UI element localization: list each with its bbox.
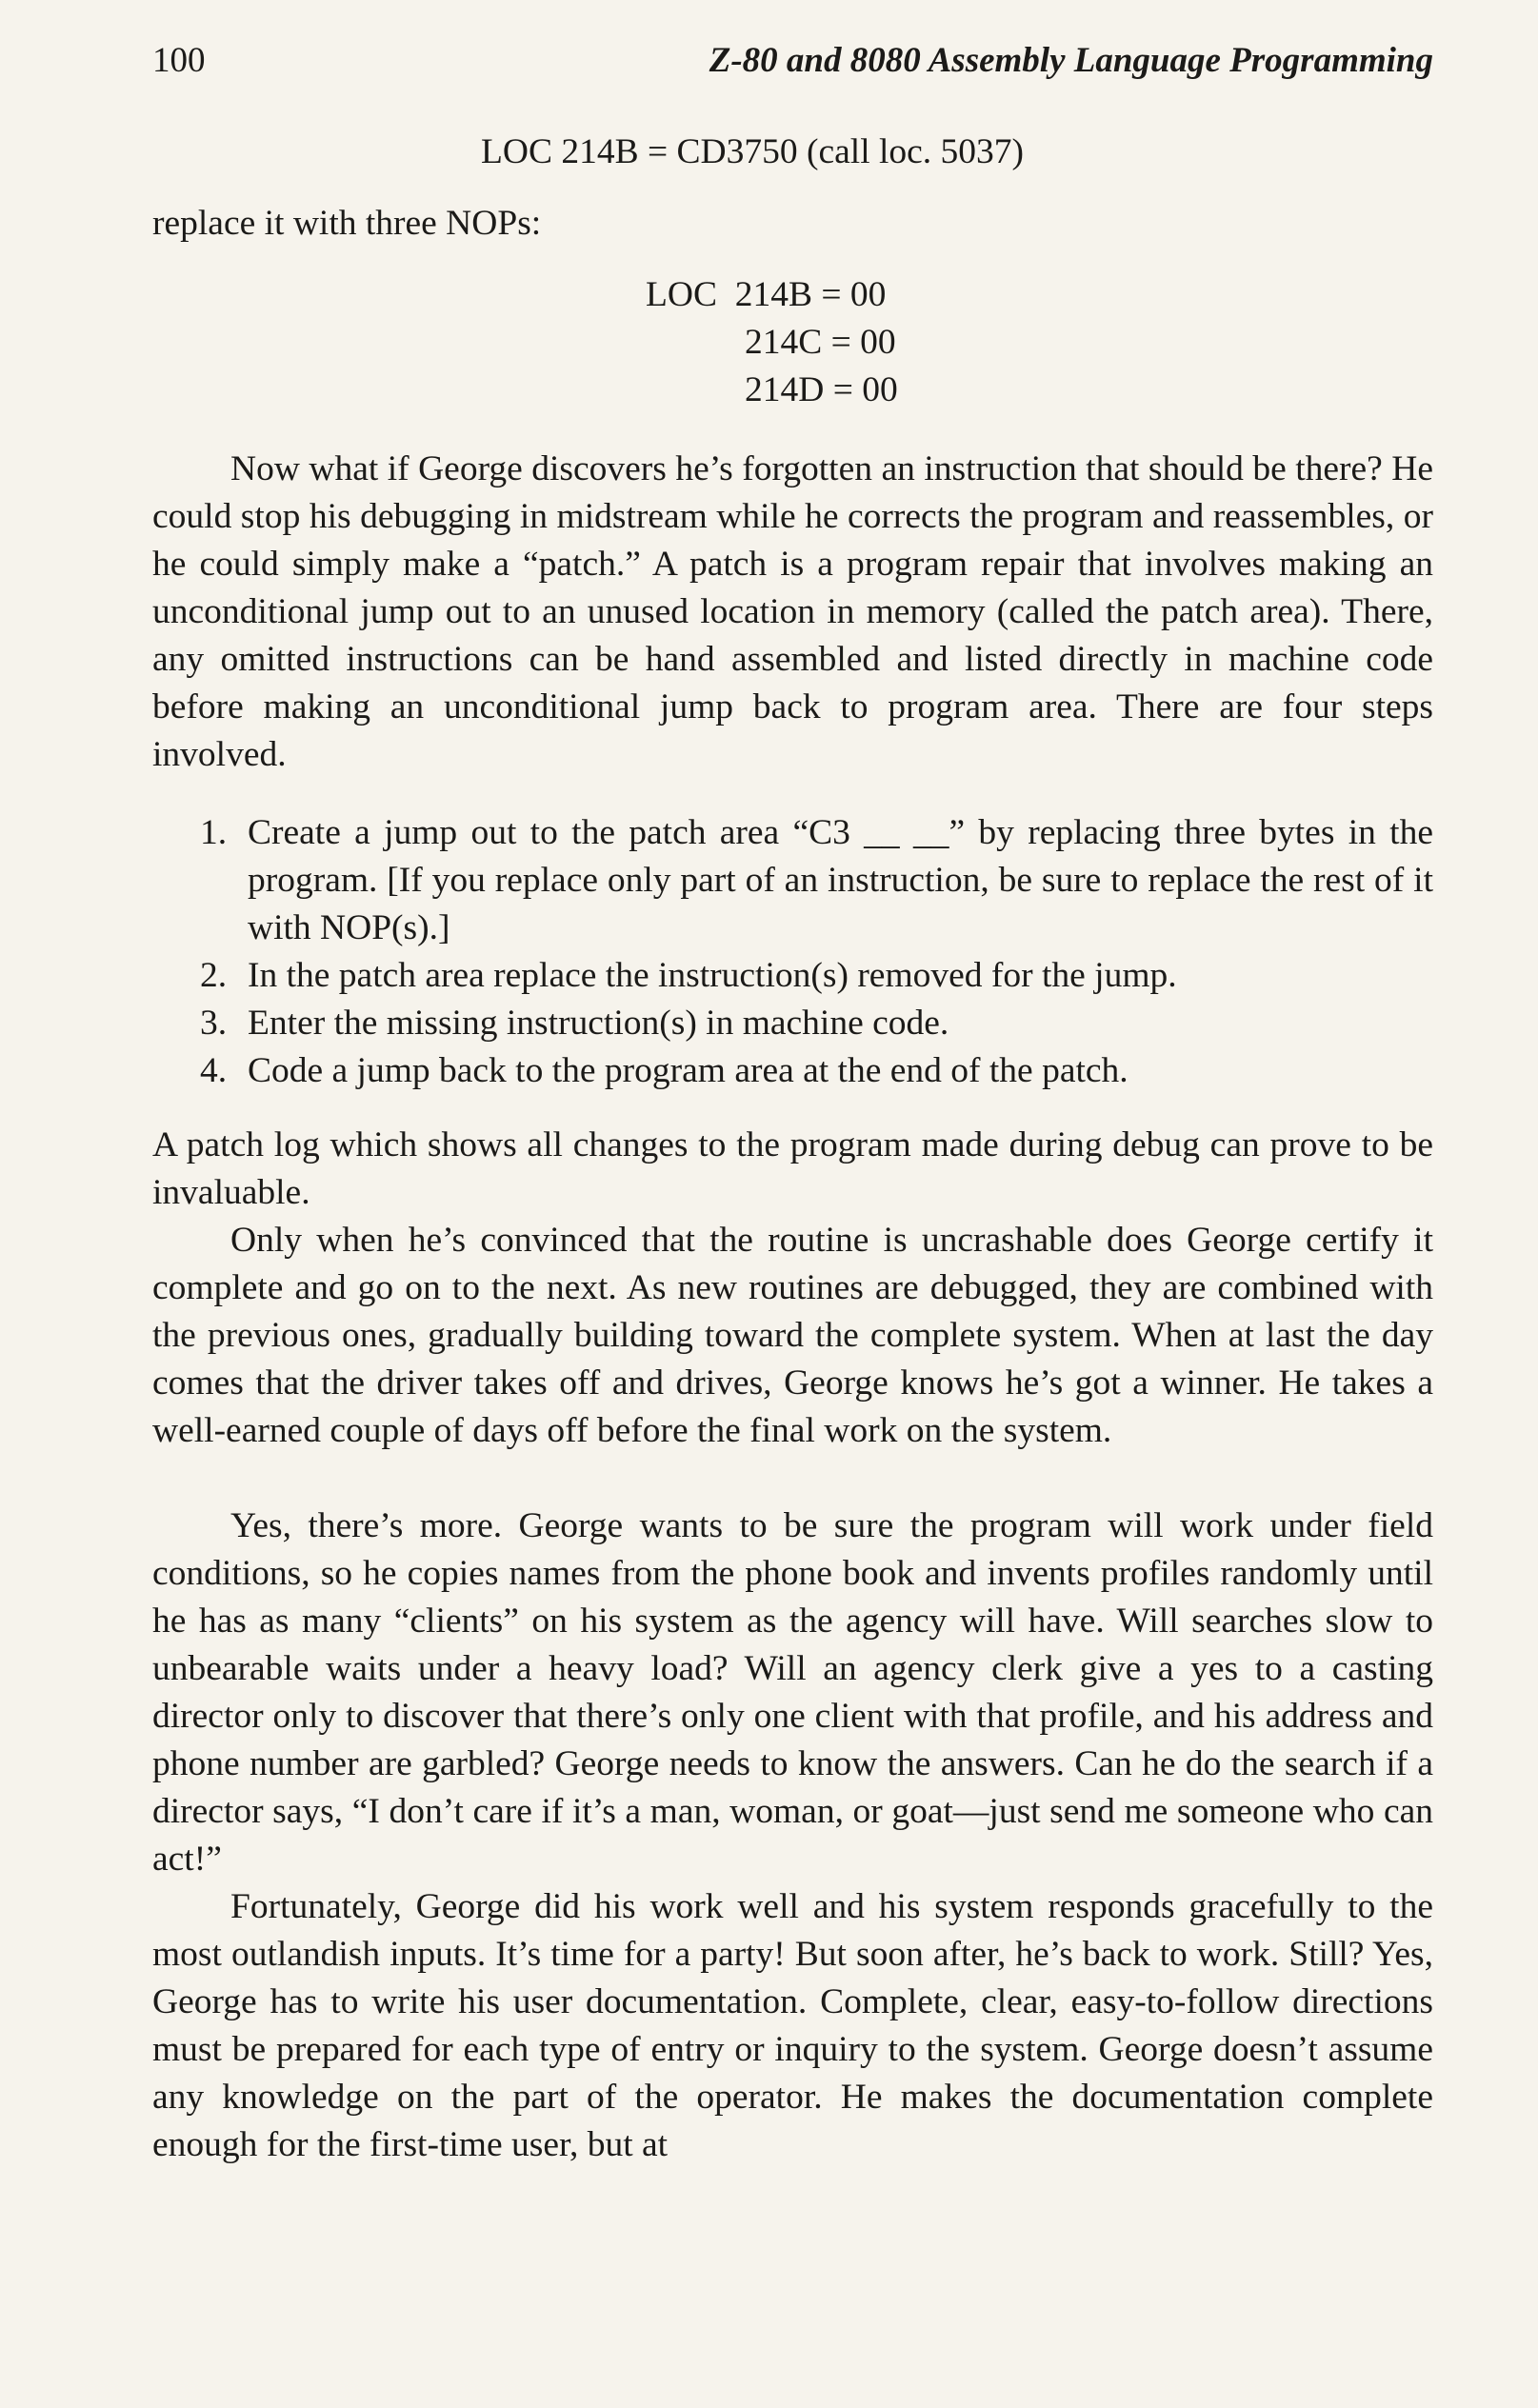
list-item	[152, 1000, 1433, 1047]
patch-log-paragraph: A patch log which shows all changes to the program made during debug can prove to be invaluable.	[152, 1125, 1433, 1212]
patch-steps-list	[152, 809, 1433, 1095]
documentation-paragraph: Fortunately, George did his work well and his system responds gracefully to the most outlandish inputs. It’s time for a party! But soon after, he’s back to work. Still? Yes, George has to write his user documentation. Complete, clear, easy-to-follow directions must be prepared for each type of entry or inquiry to the system. George doesn’t assume any knowledge on the part of the operator. He makes the documentation complete enough for the first-time user, but at	[152, 1887, 1433, 2164]
call-instruction-code: LOC 214B = CD3750 (call loc. 5037)	[481, 132, 1025, 171]
nop-line: LOC 214B = 00	[646, 275, 887, 314]
list-item	[152, 809, 1433, 952]
patch-paragraph: Now what if George discovers he’s forgotten an instruction that should be there? He could stop his debugging in midstream while he corrects the program and reassembles, or he could simply make a “patch.” A patch is a program repair that involves making an unconditional jump out to an unused location in memory (called the patch area). There, any omitted instructions can be hand assembled and listed directly in machine code before making an unconditional jump back to program area. There are four steps involved.	[152, 449, 1433, 774]
running-title: Z-80 and 8080 Assembly Language Programming	[709, 41, 1433, 80]
list-item	[152, 1047, 1433, 1095]
page-number: 100	[152, 41, 206, 80]
step-text: Enter the missing instruction(s) in machine code.	[248, 1004, 949, 1043]
step-number: 4.	[200, 1051, 228, 1090]
certify-paragraph: Only when he’s convinced that the routine is uncrashable does George certify it complete and go on to the next. As new routines are debugged, they are combined with the previous ones, gradually building toward the complete system. When at last the day comes that the driver takes off and drives, George knows he’s got a winner. He takes a well-earned couple of days off before the final work on the system.	[152, 1221, 1433, 1450]
step-text: Code a jump back to the program area at the end of the patch.	[248, 1051, 1129, 1090]
step-number: 2.	[200, 956, 228, 995]
page-header	[152, 40, 1433, 88]
nop-line: 214D = 00	[745, 370, 898, 409]
nop-line: 214C = 00	[745, 323, 896, 362]
step-text: Create a jump out to the patch area “C3 __ __” by replacing three bytes in the program. [If you replace only part of an instruction, be sure to replace the rest of it with NOP(s).]	[248, 813, 1433, 947]
step-number: 3.	[200, 1004, 228, 1043]
field-test-paragraph: Yes, there’s more. George wants to be sure the program will work under field conditions, so he copies names from the phone book and invents profiles randomly until he has as many “clients” on his system as the agency will have. Will searches slow to unbearable waits under a heavy load? Will an agency clerk give a yes to a casting director only to discover that there’s only one client with that profile, and his address and phone number are garbled? George needs to know the answers. Can he do the search if a director says, “I don’t care if it’s a man, woman, or goat—just send me someone who can act!”	[152, 1506, 1433, 1879]
step-text: In the patch area replace the instruction(s) removed for the jump.	[248, 956, 1177, 995]
list-item	[152, 952, 1433, 1000]
replace-intro-text: replace it with three NOPs:	[152, 204, 542, 243]
step-number: 1.	[200, 813, 228, 852]
